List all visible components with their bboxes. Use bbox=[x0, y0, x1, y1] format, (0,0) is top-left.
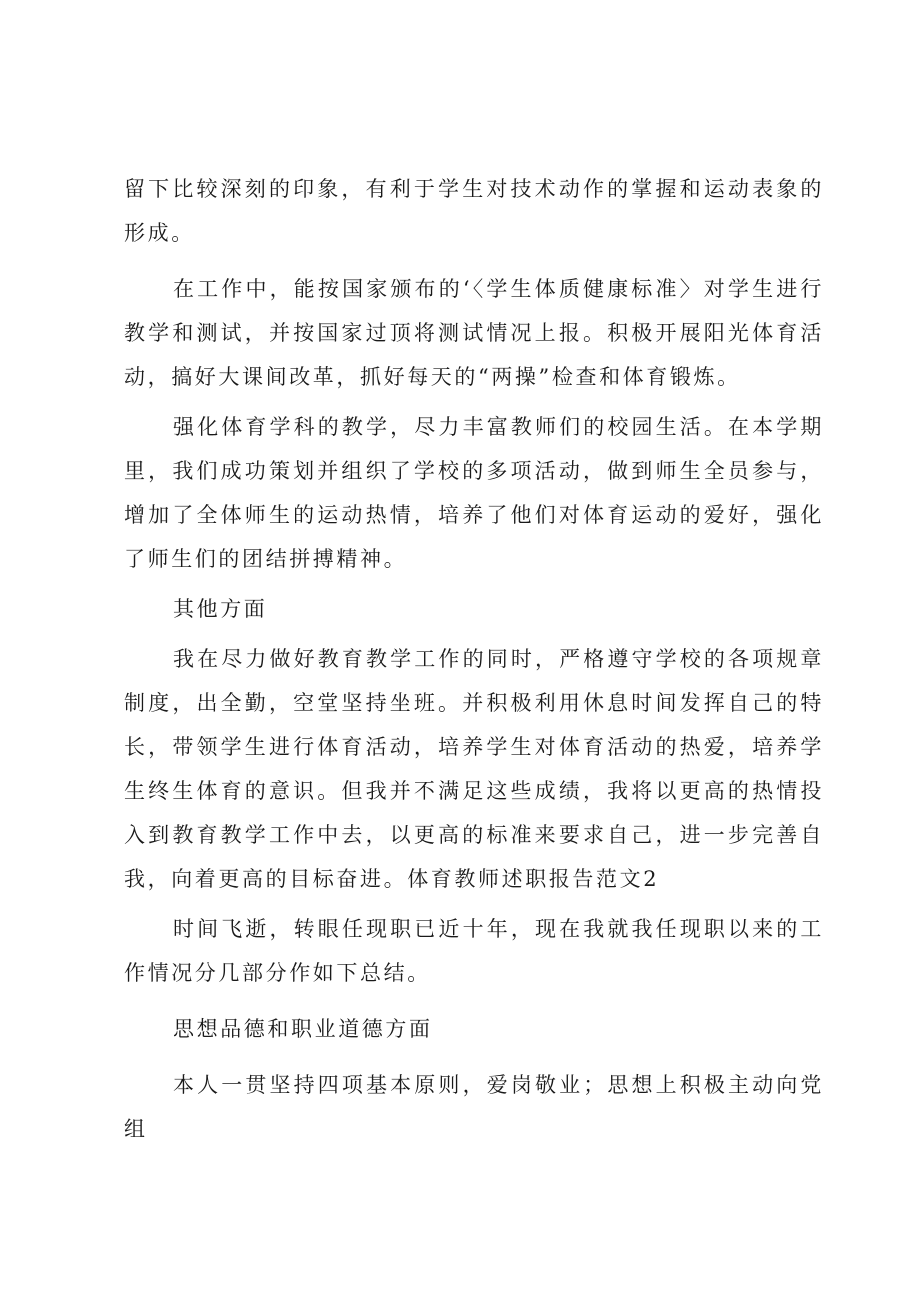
paragraph-testing-standards: 在工作中，能按国家颁布的‘〈学生体质健康标准〉对学生进行教学和测试，并按国家过顶将测试情况上报。积极开展阳光体育活动，搞好大课间改革，抓好每天的“两操”检查和体育锻炼。 bbox=[124, 277, 824, 389]
document-body bbox=[124, 167, 824, 1151]
paragraph-teaching-activities: 强化体育学科的教学，尽力丰富教师们的校园生活。在本学期里，我们成功策划并组织了学校的多项活动，做到师生全员参与，增加了全体师生的运动热情，培养了他们对体育运动的爱好，强化了师生们的团结拼搏精神。 bbox=[124, 415, 824, 571]
paragraph-time-summary: 时间飞逝，转眼任现职已近十年，现在我就我任现职以来的工作情况分几部分作如下总结。 bbox=[124, 917, 824, 985]
paragraph-continuation: 留下比较深刻的印象，有利于学生对技术动作的掌握和运动表象的形成。 bbox=[124, 177, 824, 245]
paragraph-principles: 本人一贯坚持四项基本原则，爱岗敬业；思想上积极主动向党组 bbox=[124, 1073, 824, 1141]
section-heading-other: 其他方面 bbox=[173, 597, 268, 621]
paragraph-other-aspects: 我在尽力做好教育教学工作的同时，严格遵守学校的各项规章制度，出全勤，空堂坚持坐班。并积极利用休息时间发挥自己的特长，带领学生进行体育活动，培养学生对体育活动的热爱，培养学生终生体育的意识。但我并不满足这些成绩，我将以更高的热情投入到教育教学工作中去，以更高的标准来要求自己，进一步完善自我，向着更高的目标奋进。体育教师述职报告范文2 bbox=[124, 647, 824, 891]
section-heading-ethics: 思想品德和职业道德方面 bbox=[173, 1017, 433, 1041]
